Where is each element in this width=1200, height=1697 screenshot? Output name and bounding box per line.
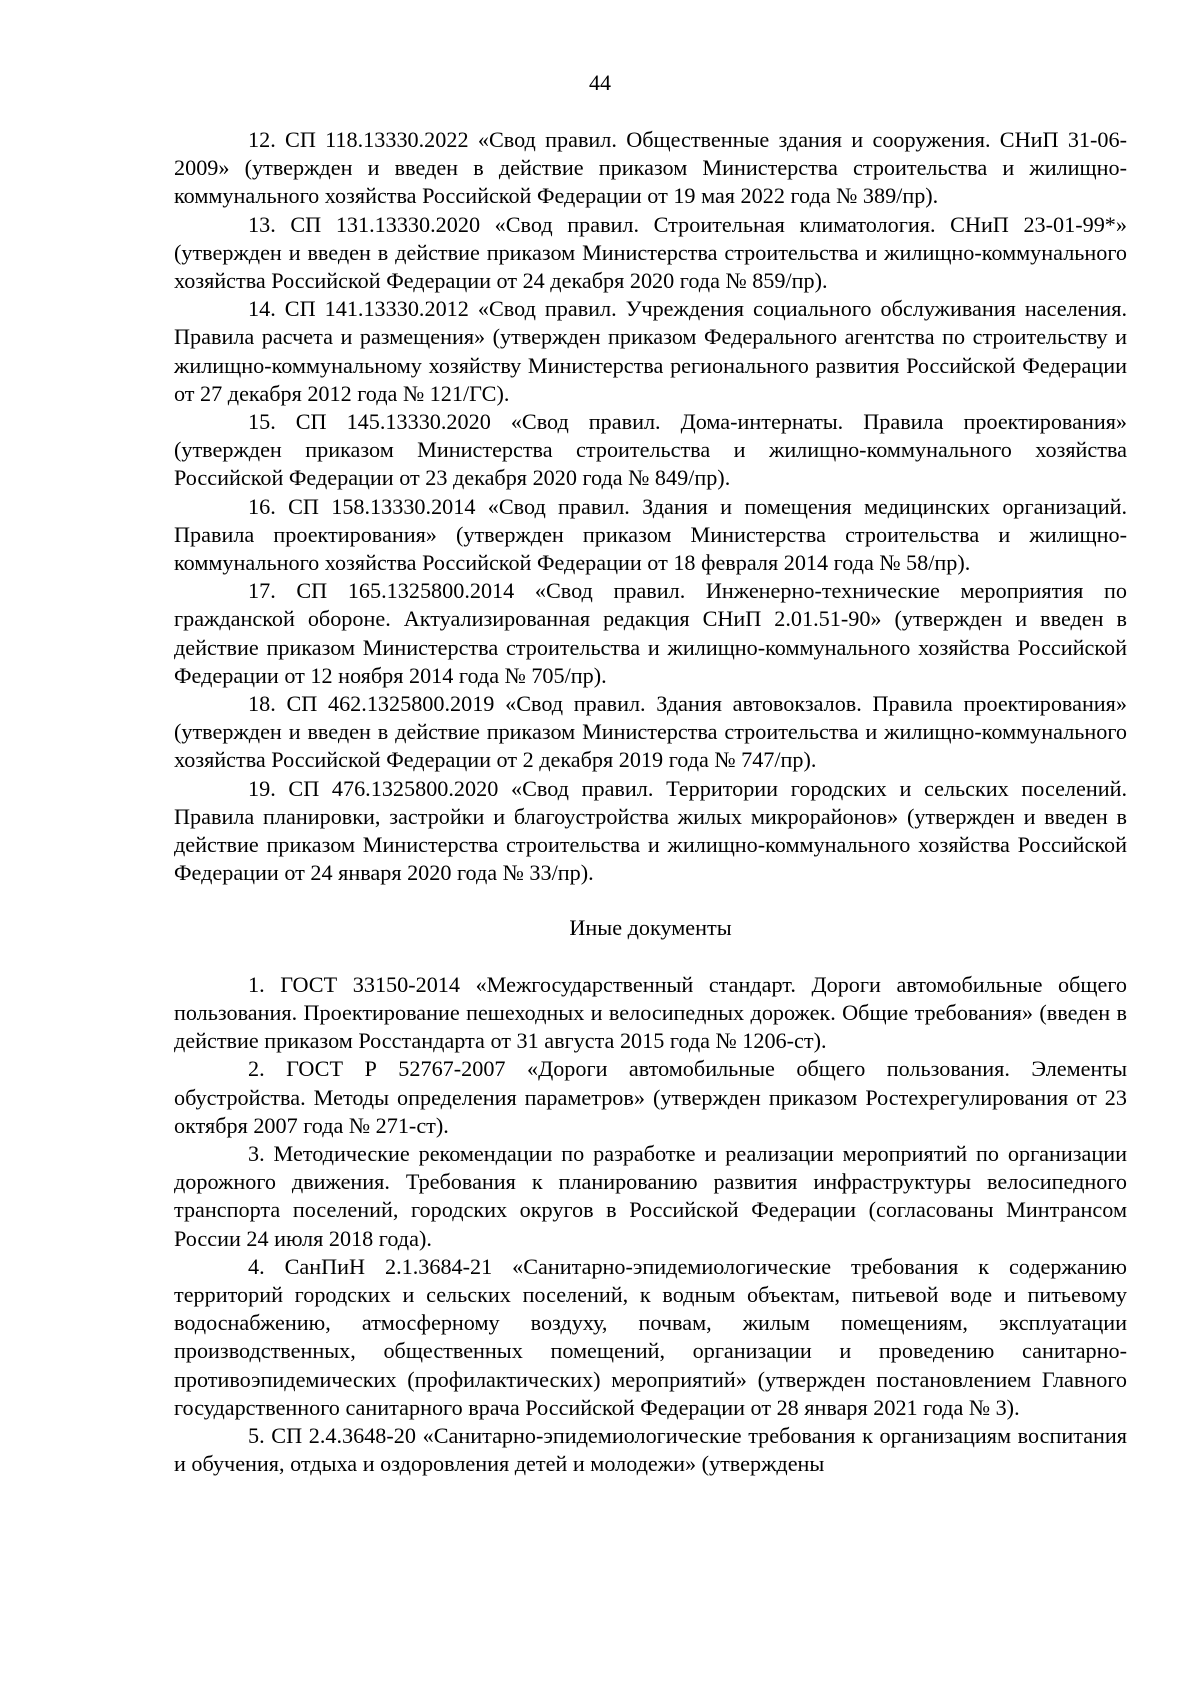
paragraph-item-18: 18. СП 462.1325800.2019 «Свод правил. Здания автовокзалов. Правила проектирования» (утвержден и введен в действие приказом Министерства строительства и жилищно-коммунального хозяйства Российской Федерации от 2 декабря 2019 года № 747/пр). — [174, 691, 1127, 773]
other-doc-item-5: 5. СП 2.4.3648-20 «Санитарно-эпидемиологические требования к организациям воспитания и обучения, отдыха и оздоровления детей и молодежи» (утверждены — [174, 1422, 1127, 1477]
other-doc-item-4: 4. СанПиН 2.1.3684-21 «Санитарно-эпидемиологические требования к содержанию территорий городских и сельских поселений, к водным объектам, питьевой воде и питьевому водоснабжению, атмосферному воздуху, почвам, жилым помещениям, эксплуатации производственных, общественных помещений, организации и проведению санитарно-противоэпидемических (профилактических) мероприятий» (утвержден постановлением Главного государственного санитарного врача Российской Федерации от 28 января 2021 года № 3). — [174, 1253, 1127, 1420]
paragraph-item-12: 12. СП 118.13330.2022 «Свод правил. Общественные здания и сооружения. СНиП 31-06-2009» (утвержден и введен в действие приказом Министерства строительства и жилищно-коммунального хозяйства Российской Федерации от 19 мая 2022 года № 389/пр). — [174, 127, 1127, 209]
paragraph-item-15: 15. СП 145.13330.2020 «Свод правил. Дома-интернаты. Правила проектирования» (утвержден приказом Министерства строительства и жилищно-коммунального хозяйства Российской Федерации от 23 декабря 2020 года № 849/пр). — [174, 409, 1127, 491]
paragraph-item-16: 16. СП 158.13330.2014 «Свод правил. Здания и помещения медицинских организаций. Правила проектирования» (утвержден приказом Министерства строительства и жилищно-коммунального хозяйства Российской Федерации от 18 февраля 2014 года № 58/пр). — [174, 493, 1127, 576]
other-doc-item-2: 2. ГОСТ Р 52767-2007 «Дороги автомобильные общего пользования. Элементы обустройства. Методы определения параметров» (утвержден приказом Ростехрегулирования от 23 октября 2007 года № 271-ст). — [174, 1056, 1127, 1138]
page-number: 44 — [589, 70, 611, 95]
paragraph-item-17: 17. СП 165.1325800.2014 «Свод правил. Инженерно-технические мероприятия по гражданской обороне. Актуализированная редакция СНиП 2.01.51-90» (утвержден и введен в действие приказом Министерства строительства и жилищно-коммунального хозяйства Российской Федерации от 12 ноября 2014 года № 705/пр). — [174, 578, 1127, 688]
section-heading: Иные документы — [569, 915, 732, 941]
document-body — [174, 126, 1127, 1478]
paragraph-item-13: 13. СП 131.13330.2020 «Свод правил. Строительная климатология. СНиП 23-01-99*» (утвержден и введен в действие приказом Министерства строительства и жилищно-коммунального хозяйства Российской Федерации от 24 декабря 2020 года № 859/пр). — [174, 211, 1127, 294]
other-doc-item-3: 3. Методические рекомендации по разработке и реализации мероприятий по организации дорожного движения. Требования к планированию развития инфраструктуры велосипедного транспорта поселений, городских округов в Российской Федерации (согласованы Минтрансом России 24 июля 2018 года). — [174, 1140, 1127, 1251]
paragraph-item-19: 19. СП 476.1325800.2020 «Свод правил. Территории городских и сельских поселений. Правила планировки, застройки и благоустройства жилых микрорайонов» (утвержден и введен в действие приказом Министерства строительства и жилищно-коммунального хозяйства Российской Федерации от 24 января 2020 года № 33/пр). — [174, 775, 1127, 886]
paragraph-item-14: 14. СП 141.13330.2012 «Свод правил. Учреждения социального обслуживания населения. Правила расчета и размещения» (утвержден приказом Федерального агентства по строительству и жилищно-коммунальному хозяйству Министерства регионального развития Российской Федерации от 27 декабря 2012 года № 121/ГС). — [174, 296, 1127, 406]
other-doc-item-1: 1. ГОСТ 33150-2014 «Межгосударственный стандарт. Дороги автомобильные общего пользования. Проектирование пешеходных и велосипедных дорожек. Общие требования» (введен в действие приказом Росстандарта от 31 августа 2015 года № 1206-ст). — [174, 971, 1127, 1054]
